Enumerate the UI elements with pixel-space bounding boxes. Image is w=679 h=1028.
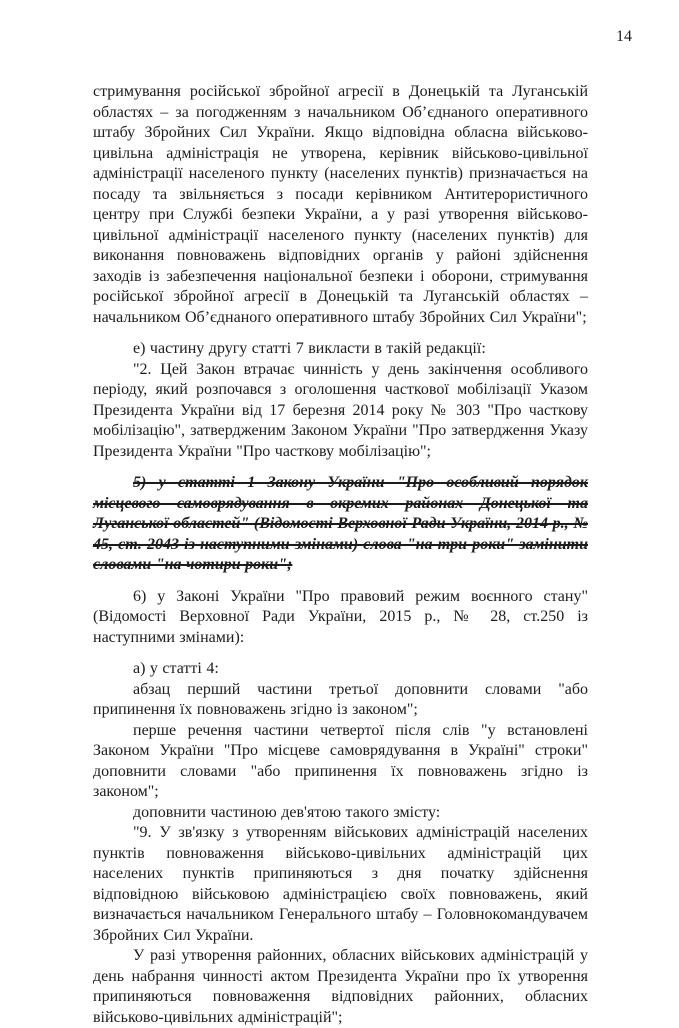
paragraph-item-a: а) у статті 4:	[133, 660, 219, 677]
paragraph-item-6: 6) у Законі України "Про правовий режим воєнного стану" (Відомості Верховної Ради України, 2015 р., № 28, ст.250 із наступними змінами):	[93, 587, 588, 646]
paragraph-quoted-part-2: "2. Цей Закон втрачає чинність у день закінчення особливого періоду, який розпочався з оголошення часткової мобілізації Указом Президента України від 17 березня 2014 року № 303 "Про часткову мобілізацію", затвердженим Законом України "Про затвердження Указу Президента України "Про часткову мобілізацію";	[93, 360, 588, 460]
page-number: 14	[616, 28, 632, 45]
paragraph-struck-item-5: 5) у статті 1 Закону України "Про особливий порядок місцевого самоврядування в окремих районах Донецької та Луганської областей" (Відомості Верховної Ради України, 2014 р., № 45, ст. 2043 із наступними змінами) слова "на три роки" замінити словами "на чотири роки";	[93, 474, 588, 573]
paragraph-quoted-part-9: "9. У зв'язку з утворенням військових адміністрацій населених пунктів повноваження військово-цивільних адміністрацій цих населених пунктів припиняються з дня початку здійснення відповідною військовою адміністрацією своїх повноважень, який визначається начальником Генерального штабу – Головнокомандувачем Збройних Сил України.	[93, 824, 588, 944]
paragraph-amendment-first: абзац перший частини третьої доповнити словами "або припинення їх повноважень згідно із законом";	[93, 680, 588, 718]
document-body	[93, 82, 588, 1028]
paragraph-continuation: стримування російської збройної агресії в Донецькій та Луганській областях – за погодженням з начальником Об’єднаного оперативного штабу Збройних Сил України. Якщо відповідна обласна військово-цивільна адміністрація не утворена, керівник військово-цивільної адміністрації населеного пункту (населених пунктів) призначається на посаду та звільняється з посади керівником Антитерористичного центру при Службі безпеки України, а у разі утворення військово-цивільної адміністрації населеного пункту (населених пунктів) для виконання повноважень відповідних органів у районі здійснення заходів із забезпечення національної безпеки і оборони, стримування російської збройної агресії в Донецькій та Луганській областях – начальником Об’єднаного оперативного штабу Збройних Сил України";	[93, 83, 588, 326]
paragraph-quoted-part-9-continuation: У разі утворення районних, обласних військових адміністрацій у день набрання чинності актом Президента України про їх утворення припиняються повноваження відповідних районних, обласних військово-цивільних адміністрацій";	[93, 947, 588, 1026]
paragraph-amendment-second: перше речення частини четвертої після слів "у встановлені Законом України "Про місцеве самоврядування в Україні" строки" доповнити словами "або припинення їх повноважень згідно із законом";	[93, 721, 588, 800]
paragraph-amendment-third: доповнити частиною дев'ятою такого змісту:	[133, 803, 441, 821]
paragraph-item-e: е) частину другу статті 7 викласти в такій редакції:	[133, 340, 486, 357]
